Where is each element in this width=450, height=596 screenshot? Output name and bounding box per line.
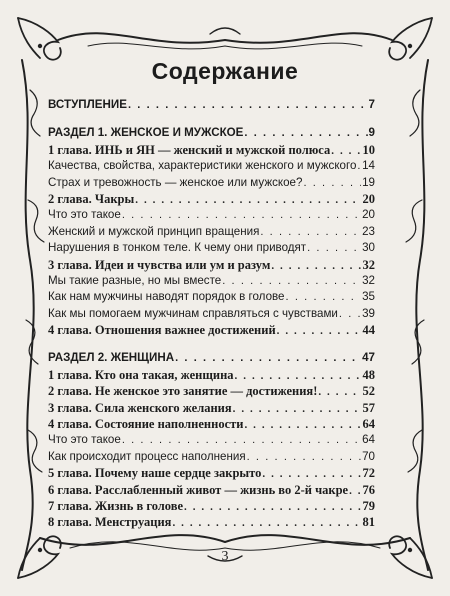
dot-leader — [122, 207, 361, 223]
section-gap — [48, 338, 375, 350]
toc-entry-page: 32 — [362, 273, 375, 287]
toc-entry-title: 4 глава. Состояние наполненности — [48, 417, 244, 432]
toc-entry-title: 1 глава. ИНЬ и ЯН — женский и мужской полюса — [48, 142, 331, 157]
toc-chapter-entry — [48, 482, 375, 498]
dot-leader — [271, 258, 361, 274]
toc-entry-title: 8 глава. Менструация — [48, 515, 172, 530]
toc-chapter-entry — [48, 383, 375, 399]
toc-subsection-entry — [48, 449, 375, 465]
toc-entry-page: 10 — [362, 142, 375, 157]
toc-entry-page: 35 — [362, 290, 375, 304]
dot-leader — [260, 224, 361, 240]
dot-leader — [303, 175, 361, 191]
toc-entry-page: 20 — [362, 191, 375, 206]
toc-entry-title: Мы такие разные, но мы вместе — [48, 273, 222, 287]
toc-entry-page: 19 — [362, 175, 375, 189]
toc-subsection-entry — [48, 273, 375, 289]
toc-entry-title: Как происходит процесс наполнения — [48, 449, 246, 463]
toc-entry-title: 4 глава. Отношения важнее достижений — [48, 323, 276, 338]
toc-entry-page: 23 — [362, 224, 375, 238]
toc-entry-title: 5 глава. Почему наше сердце закрыто — [48, 466, 262, 481]
toc-entry-page: 7 — [368, 98, 375, 111]
toc-entry-title: 7 глава. Жизнь в голове — [48, 498, 184, 513]
toc-entry-page: 20 — [362, 208, 375, 222]
toc-section-entry — [48, 350, 375, 366]
toc-entry-title: 1 глава. Кто она такая, женщина — [48, 367, 234, 382]
toc-subsection-entry — [48, 175, 375, 191]
toc-entry-title: Качества, свойства, характеристики женского и мужского — [48, 159, 357, 173]
toc-entry-title: РАЗДЕЛ 2. ЖЕНЩИНА — [48, 351, 175, 365]
table-of-contents — [48, 97, 375, 531]
toc-entry-page: 32 — [362, 257, 375, 272]
dot-leader — [331, 143, 361, 159]
dot-leader — [128, 97, 368, 113]
dot-leader — [244, 417, 361, 433]
page-title: Содержание — [151, 58, 299, 84]
page-number: 3 — [221, 549, 229, 564]
dot-leader — [247, 449, 361, 465]
toc-subsection-entry — [48, 289, 375, 305]
toc-entry-title: Как нам мужчины наводят порядок в голове — [48, 290, 285, 304]
toc-entry-page: 52 — [362, 384, 375, 399]
toc-entry-title: 3 глава. Сила женского желания — [48, 400, 232, 415]
toc-section-entry — [48, 125, 375, 141]
toc-entry-page: 72 — [362, 466, 375, 481]
toc-entry-page: 48 — [362, 367, 375, 382]
toc-chapter-entry — [48, 142, 375, 158]
dot-leader — [233, 401, 362, 417]
toc-entry-title: Нарушения в тонком теле. К чему они приводят — [48, 241, 307, 255]
toc-entry-title: Что это такое — [48, 433, 121, 447]
dot-leader — [277, 323, 362, 339]
dot-leader — [318, 384, 361, 400]
toc-entry-page: 47 — [362, 351, 375, 365]
dot-leader — [175, 350, 361, 366]
dot-leader — [222, 273, 361, 289]
toc-section-entry — [48, 97, 375, 113]
dot-leader — [349, 483, 361, 499]
toc-subsection-entry — [48, 224, 375, 240]
toc-subsection-entry — [48, 207, 375, 223]
toc-entry-title: 2 глава. Не женское это занятие — достижения! — [48, 384, 318, 399]
toc-subsection-entry — [48, 432, 375, 448]
toc-entry-page: 14 — [362, 159, 375, 173]
section-gap — [48, 113, 375, 125]
toc-entry-title: ВСТУПЛЕНИЕ — [48, 98, 127, 111]
toc-entry-page: 81 — [362, 515, 375, 530]
dot-leader — [307, 240, 361, 256]
toc-chapter-entry — [48, 416, 375, 432]
toc-entry-title: Что это такое — [48, 208, 121, 222]
toc-chapter-entry — [48, 400, 375, 416]
toc-chapter-entry — [48, 191, 375, 207]
toc-entry-page: 70 — [362, 449, 375, 463]
toc-entry-page: 79 — [362, 498, 375, 513]
dot-leader — [262, 466, 361, 482]
right-border-vine — [416, 60, 428, 570]
toc-entry-title: 3 глава. Идеи и чувства или ум и разум — [48, 257, 271, 272]
toc-chapter-entry — [48, 465, 375, 481]
corner-curl-top-left — [18, 18, 61, 60]
dot-leader — [122, 432, 361, 448]
toc-chapter-entry — [48, 498, 375, 514]
toc-entry-page: 64 — [362, 417, 375, 432]
toc-entry-title: РАЗДЕЛ 1. ЖЕНСКОЕ И МУЖСКОЕ — [48, 126, 244, 140]
toc-subsection-entry — [48, 240, 375, 256]
dot-leader — [286, 289, 362, 305]
toc-entry-page: 9 — [368, 126, 375, 140]
top-border-scroll — [58, 33, 392, 43]
left-border-vine — [22, 60, 34, 570]
dot-leader — [357, 158, 361, 174]
toc-entry-title: Как мы помогаем мужчинам справляться с чувствами — [48, 306, 338, 320]
toc-chapter-entry — [48, 322, 375, 338]
toc-entry-page: 39 — [362, 306, 375, 320]
toc-chapter-entry — [48, 514, 375, 530]
toc-entry-title: 6 глава. Расслабленный живот — жизнь во 2-й чакре — [48, 482, 349, 497]
corner-curl-top-right — [389, 18, 432, 60]
toc-chapter-entry — [48, 257, 375, 273]
toc-subsection-entry — [48, 306, 375, 322]
toc-entry-page: 57 — [362, 400, 375, 415]
toc-entry-title: Страх и тревожность — женское или мужское? — [48, 175, 303, 189]
toc-entry-page: 30 — [362, 241, 375, 255]
dot-leader — [244, 125, 367, 141]
toc-entry-page: 76 — [362, 482, 375, 497]
toc-entry-title: 2 глава. Чакры — [48, 191, 135, 206]
bottom-border-scroll — [40, 535, 410, 545]
dot-leader — [184, 499, 361, 515]
dot-leader — [339, 306, 361, 322]
toc-entry-page: 64 — [362, 433, 375, 447]
toc-entry-title: Женский и мужской принцип вращения — [48, 224, 260, 238]
dot-leader — [135, 192, 361, 208]
dot-leader — [235, 368, 362, 384]
toc-subsection-entry — [48, 158, 375, 174]
dot-leader — [172, 515, 361, 531]
toc-entry-page: 44 — [362, 323, 375, 338]
toc-chapter-entry — [48, 367, 375, 383]
